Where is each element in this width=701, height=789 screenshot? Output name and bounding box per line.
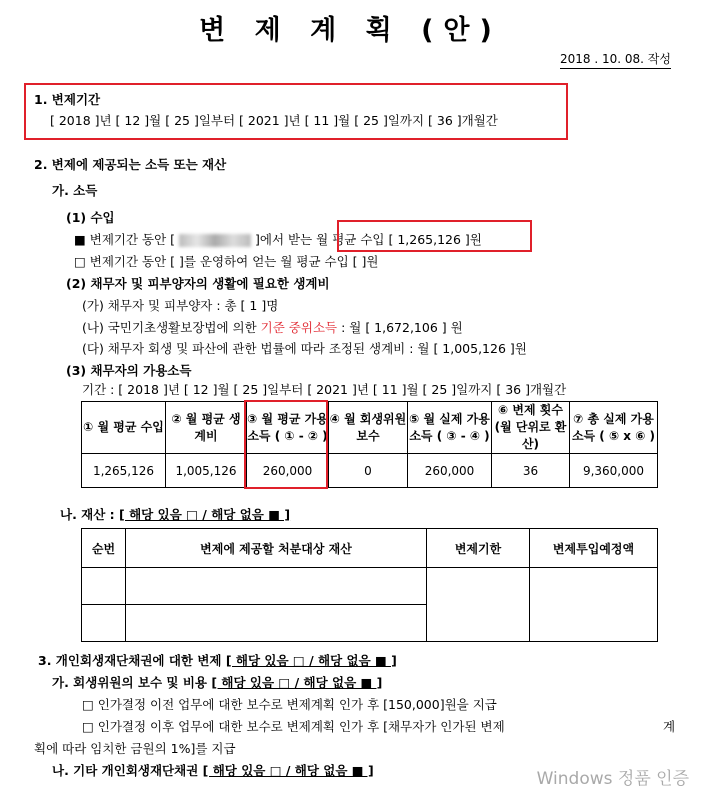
empty-cell [126,568,427,605]
median-income-label: 기준 중위소득 [260,320,338,335]
header-repayment-count: ⑥ 변제 횟수 (월 단위로 환산) [492,402,570,454]
property-label: 나. 재산 : [60,507,115,522]
revenue-line-2: □ 변제기간 동안 [ ]를 운영하여 얻는 월 평균 수입 [ ]원 [74,254,379,269]
available-income-table [81,401,658,488]
fee-item-1: □ 인가결정 이전 업무에 대한 보수로 변제계획 인가 후 [150,000]원을 지급 [82,697,497,712]
property-choice: [ 해당 있음 □ / 해당 없음 ■ ] [119,507,291,522]
header-actual-available: ⑤ 월 실제 가용소득 ( ③ - ④ ) [408,402,492,454]
revenue-heading: (1) 수입 [66,210,115,225]
section-3-choice: [ 해당 있음 □ / 해당 없음 ■ ] [225,653,397,668]
value-repayment-count: 36 [492,454,570,488]
header-planned-amount: 변제투입예정액 [530,529,658,568]
empty-cell [126,605,427,642]
header-trustee-fee: ④ 월 회생위원 보수 [329,402,408,454]
fee-item-2: □ 인가결정 이후 업무에 대한 보수로 변제계획 인가 후 [채무자가 인가된 변제 [82,719,505,734]
living-cost-heading: (2) 채무자 및 피부양자의 생활에 필요한 생계비 [66,276,330,291]
section-3-line [38,651,397,669]
available-income-highlight [244,400,328,489]
monthly-income-highlight [337,220,532,252]
repayment-period: [ 2018 ]년 [ 12 ]월 [ 25 ]일부터 [ 2021 ]년 [ 11 ]월 [ 25 ]일까지 [ 36 ]개월간 [50,113,498,128]
section-2-heading: 2. 변제에 제공되는 소득 또는 재산 [34,157,227,172]
median-income-line [82,318,463,336]
empty-cell [82,568,126,605]
header-seq: 순번 [82,529,126,568]
value-trustee-fee: 0 [329,454,408,488]
other-claims-line [52,761,374,779]
value-actual-available: 260,000 [408,454,492,488]
property-line [60,505,290,523]
other-claims-choice: [ 해당 있음 □ / 해당 없음 ■ ] [202,763,374,778]
header-monthly-income: ① 월 평균 수입 [82,402,166,454]
trustee-fee-heading: 가. 회생위원의 보수 및 비용 [52,675,207,690]
available-income-heading: (3) 채무자의 가용소득 [66,363,192,378]
header-monthly-living-cost: ② 월 평균 생계비 [166,402,247,454]
median-income-value: : 월 [ 1,672,106 ] 원 [341,320,463,335]
header-property: 변제에 제공할 처분대상 재산 [126,529,427,568]
value-monthly-living-cost: 1,005,126 [166,454,247,488]
median-income-prefix: (나) 국민기초생활보장법에 의한 [82,320,257,335]
empty-cell [82,605,126,642]
document-title: 변 제 계 획 (안) [199,15,502,46]
revenue-line-1-prefix: ■ 변제기간 동안 [ [74,232,176,247]
dependents-count: (가) 채무자 및 피부양자 : 총 [ 1 ]명 [82,298,279,313]
fee-item-2-tail: 계 [663,719,676,734]
header-monthly-available: ③ 월 평균 가용소득 ( ① - ② ) [247,402,329,454]
section-3-heading: 3. 개인회생재단채권에 대한 변제 [38,653,222,668]
empty-cell [427,568,530,642]
section-1-heading: 1. 변제기간 [34,92,101,107]
monthly-income-value: 월 평균 수입 [ 1,265,126 ]원 [316,232,482,247]
adjusted-living-cost: (다) 채무자 회생 및 파산에 관한 법률에 따라 조정된 생계비 : 월 [ 1,005,126 ]원 [82,341,527,356]
value-monthly-income: 1,265,126 [82,454,166,488]
available-income-period: 기간 : [ 2018 ]년 [ 12 ]월 [ 25 ]일부터 [ 2021 ]년 [ 11 ]월 [ 25 ]일까지 [ 36 ]개월간 [82,382,567,397]
income-heading: 가. 소득 [52,183,98,198]
windows-activation-watermark: Windows 정품 인증 [536,769,689,789]
trustee-fee-line [52,673,382,691]
value-total-available: 9,360,000 [570,454,658,488]
redacted-employer [179,234,251,247]
value-monthly-available: 260,000 [247,454,329,488]
header-total-available: ⑦ 총 실제 가용소득 ( ⑤ x ⑥ ) [570,402,658,454]
property-table [81,528,658,642]
empty-cell [530,568,658,642]
trustee-fee-choice: [ 해당 있음 □ / 해당 없음 ■ ] [211,675,383,690]
revenue-line-1-mid: ]에서 받는 [255,232,313,247]
header-deadline: 변제기한 [427,529,530,568]
written-date: 2018 . 10. 08. 작성 [560,50,671,69]
fee-item-2-continued: 획에 따라 임치한 금원의 1%]를 지급 [34,741,236,756]
other-claims-heading: 나. 기타 개인회생재단채권 [52,763,199,778]
